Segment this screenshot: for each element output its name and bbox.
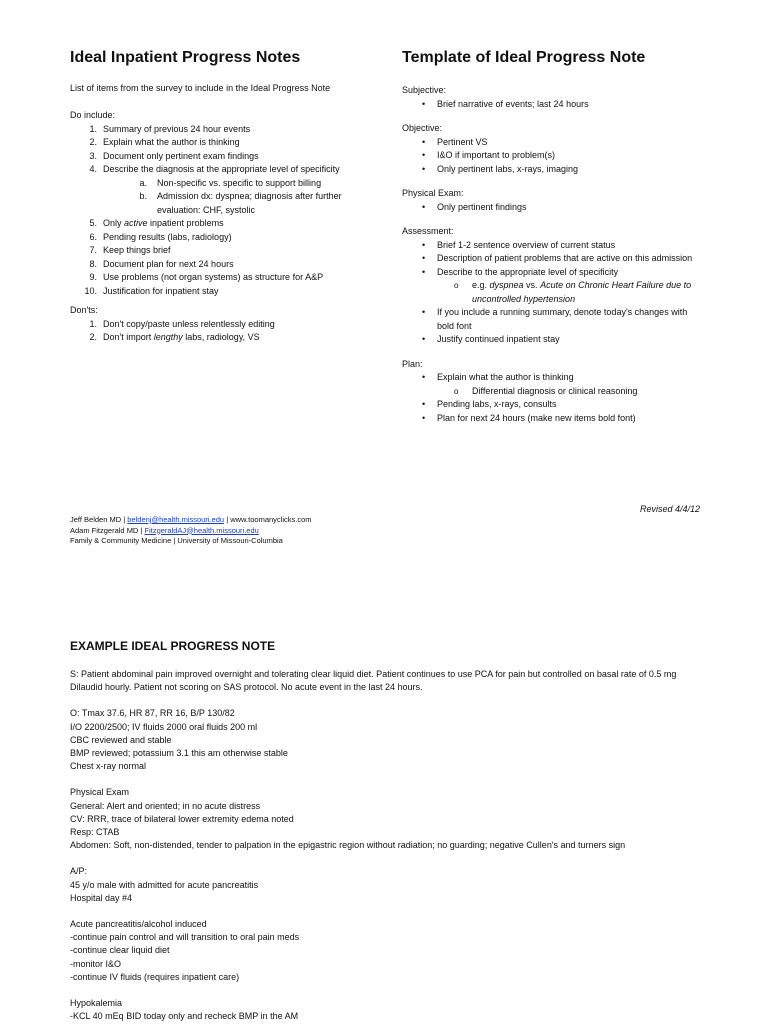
note-line: Resp: CTAB: [70, 827, 120, 838]
bullet-item: • If you include a running summary, denote today's changes with bold font: [402, 306, 702, 333]
bullet-item: • Only pertinent labs, x-rays, imaging: [402, 163, 702, 177]
plan-heading: Plan:: [402, 358, 423, 369]
note-line: General: Alert and oriented; in no acute distress: [70, 800, 261, 811]
bullet-item: • I&O if important to problem(s): [402, 149, 702, 163]
note-line: -KCL 40 mEq BID today only and recheck BMP in the AM: [70, 1011, 299, 1022]
list-item: 2. Don't import lengthy labs, radiology, VS: [89, 332, 260, 342]
template-section: [402, 84, 702, 425]
bullet-item: • Plan for next 24 hours (make new items bold font): [402, 412, 702, 426]
sub-bullet-item: o e.g. dyspnea vs. Acute on Chronic Heart Failure due to uncontrolled hypertension: [437, 279, 702, 306]
note-line: Abdomen: Soft, non-distended, tender to palpation in the epigastric region without radiation; no guarding; negative Cullen's and turners sign: [70, 840, 626, 851]
note-line: BMP reviewed; potassium 3.1 this am otherwise stable: [70, 748, 288, 759]
sub-list-item: b. Admission dx: dyspnea; diagnosis after further evaluation: CHF, systolic: [139, 191, 342, 215]
donts-section: [70, 304, 275, 345]
bullet-item: • Pending labs, x-rays, consults: [402, 398, 702, 412]
template-title: Template of Ideal Progress Note: [402, 49, 646, 66]
note-line: -continue IV fluids (requires inpatient care): [70, 971, 240, 982]
note-line: Hospital day #4: [70, 892, 133, 903]
note-line: I/O 2200/2500; IV fluids 2000 oral fluids 200 ml: [70, 721, 258, 732]
note-line: CBC reviewed and stable: [70, 734, 172, 745]
bullet-item: • Justify continued inpatient stay: [402, 333, 702, 347]
bullet-item: • Description of patient problems that are active on this admission: [402, 252, 702, 266]
list-item: 2. Explain what the author is thinking: [89, 137, 240, 147]
note-line: -monitor I&O: [70, 958, 122, 969]
list-item: 8. Document plan for next 24 hours: [89, 258, 234, 269]
donts-heading: Don'ts:: [70, 305, 98, 315]
email-link[interactable]: beldenj@health.missouri.edu: [127, 515, 225, 524]
objective-heading: Objective:: [402, 123, 443, 133]
sub-list-item: a. Non-specific vs. specific to support billing: [139, 177, 322, 188]
note-line: Chest x-ray normal: [70, 761, 147, 772]
note-line: -continue clear liquid diet: [70, 945, 170, 956]
note-line: Hypokalemia: [70, 998, 123, 1009]
list-item: 1. Summary of previous 24 hour events: [89, 123, 251, 134]
intro-text: List of items from the survey to include in the Ideal Progress Note: [70, 83, 331, 93]
note-line: Physical Exam: [70, 787, 130, 798]
bullet-item: • Only pertinent findings: [402, 201, 702, 215]
list-item: 7. Keep things brief: [89, 245, 171, 255]
physical-exam-heading: Physical Exam:: [402, 188, 464, 198]
bullet-item: • Describe to the appropriate level of specificity o e.g. dyspnea vs. Acute on Chronic Heart Failure due to uncontrolled hypertension: [402, 266, 702, 307]
list-item: 9. Use problems (not organ systems) as structure for A&P: [89, 272, 324, 282]
bullet-item: • Pertinent VS: [402, 136, 702, 150]
list-item: 6. Pending results (labs, radiology): [89, 231, 232, 242]
sub-bullet-item: o Differential diagnosis or clinical reasoning: [437, 385, 702, 399]
do-include-heading: Do include:: [70, 110, 116, 120]
list-item: 5. Only active inpatient problems: [89, 218, 224, 228]
list-item: 4. Describe the diagnosis at the appropriate level of specificity a. Non-specific vs. specific to support billing b. Admission dx: dyspnea; diagnosis after further evaluation: CHF, systolic: [70, 163, 367, 217]
note-line: CV: RRR, trace of bilateral lower extremity edema noted: [70, 813, 294, 824]
department-text: Family & Community Medicine | University of Missouri-Columbia: [70, 536, 283, 545]
subjective-heading: Subjective:: [402, 85, 447, 95]
email-link[interactable]: FitzgeraldAJ@health.missouri.edu: [144, 525, 259, 535]
list-item: 3. Document only pertinent exam findings: [89, 150, 259, 161]
note-line: 45 y/o male with admitted for acute pancreatitis: [70, 879, 259, 890]
example-title: EXAMPLE IDEAL PROGRESS NOTE: [70, 639, 276, 653]
bullet-item: • Brief narrative of events; last 24 hours: [402, 98, 702, 112]
note-line: -continue pain control and will transition to oral pain meds: [70, 932, 300, 943]
assessment-heading: Assessment:: [402, 226, 454, 236]
page-title: Ideal Inpatient Progress Notes: [70, 49, 301, 66]
author-footer: Jeff Belden MD | beldenj@health.missouri.edu | www.toomanyclicks.com Adam Fitzgerald MD | FitzgeraldAJ@health.missouri.edu Family & Community Medicine | University of Missouri-Columbia: [70, 515, 312, 545]
note-line: O: Tmax 37.6, HR 87, RR 16, B/P 130/82: [70, 708, 235, 719]
bullet-item: • Brief 1-2 sentence overview of current status: [402, 239, 702, 253]
subjective-text: S: Patient abdominal pain improved overnight and tolerating clear liquid diet. Patient continues to use PCA for pain but controlled on basal rate of 0.5 mg Dilaudid hourly. Patient not scoring on SAS protocol. No acute event in the last 24 hours.: [70, 669, 677, 693]
list-item: 10. Justification for inpatient stay: [84, 285, 219, 296]
note-line: Acute pancreatitis/alcohol induced: [70, 919, 207, 930]
bullet-item: • Explain what the author is thinking o Differential diagnosis or clinical reasoning: [402, 371, 702, 398]
example-note: [70, 668, 710, 1023]
note-line: A/P:: [70, 866, 88, 877]
do-include-section: [70, 109, 367, 298]
list-item: 1. Don't copy/paste unless relentlessly editing: [89, 318, 275, 329]
revised-date: Revised 4/4/12: [640, 504, 701, 514]
